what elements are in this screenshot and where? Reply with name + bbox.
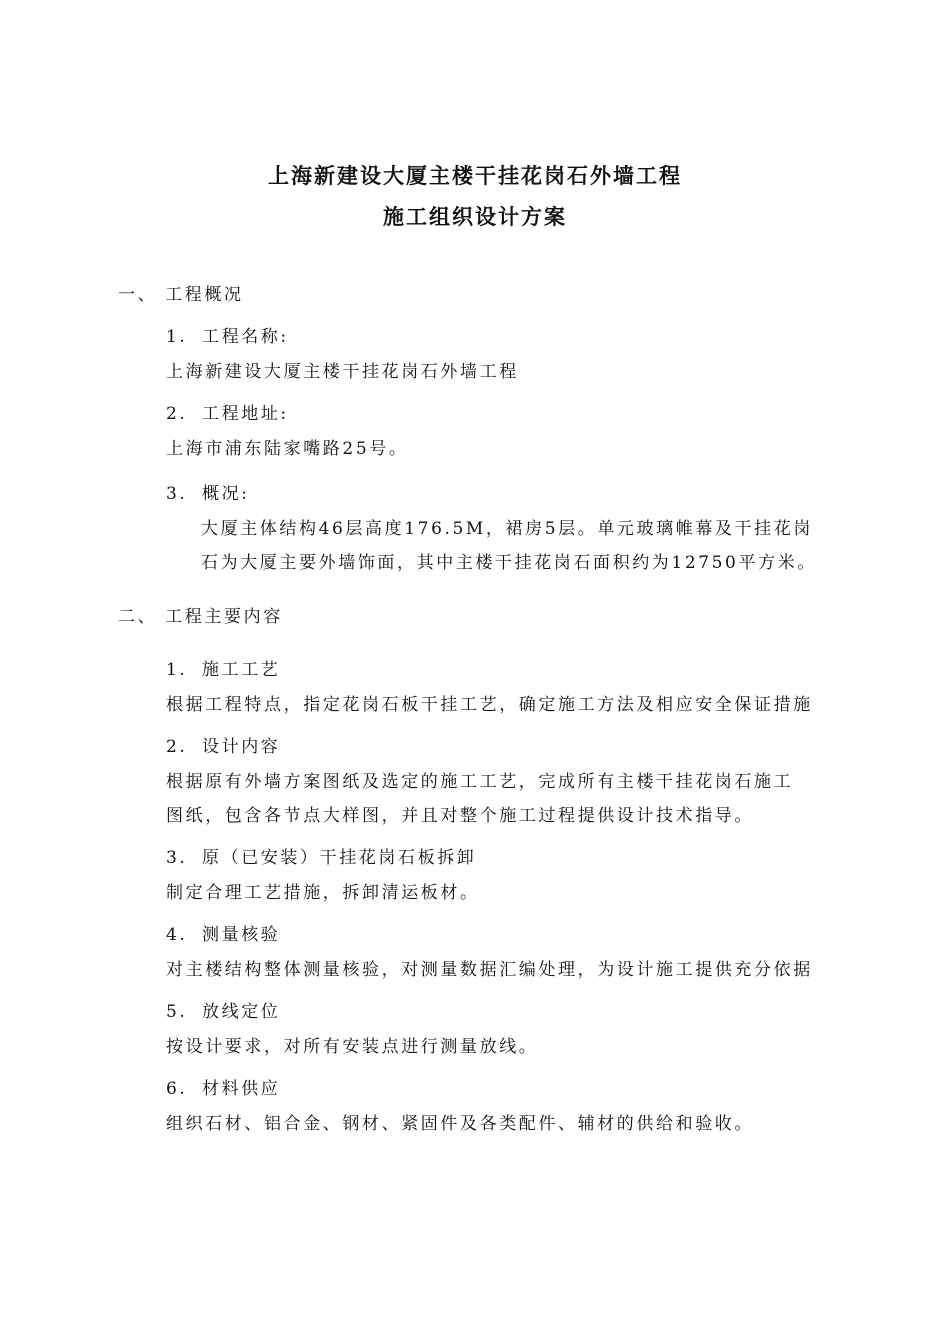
item-number: 3. xyxy=(166,848,188,868)
item-label: 材料供应 xyxy=(202,1079,281,1099)
item-heading xyxy=(166,483,250,505)
item-number: 5. xyxy=(166,1002,188,1022)
item-body-line: 石为大厦主要外墙饰面，其中主楼干挂花岗石面积约为12750平方米。 xyxy=(201,553,817,573)
item-number: 2. xyxy=(166,404,188,424)
item-number: 6. xyxy=(166,1079,188,1099)
item-heading xyxy=(166,736,280,758)
item-heading xyxy=(166,659,280,681)
item-body-line: 上海新建设大厦主楼干挂花岗石外墙工程 xyxy=(166,362,519,382)
item-heading xyxy=(166,1001,280,1023)
document-title-line-2: 施工组织设计方案 xyxy=(383,205,567,229)
item-label: 原（已安装）干挂花岗石板拆卸 xyxy=(202,848,477,868)
item-label: 工程地址: xyxy=(202,404,289,424)
item-heading xyxy=(166,403,289,425)
item-label: 设计内容 xyxy=(202,737,281,757)
document-title-line-1: 上海新建设大厦主楼干挂花岗石外墙工程 xyxy=(268,164,682,188)
item-label: 工程名称: xyxy=(202,327,289,347)
item-heading xyxy=(166,1078,280,1100)
item-label: 放线定位 xyxy=(202,1002,281,1022)
item-body-line: 制定合理工艺措施，拆卸清运板材。 xyxy=(166,883,480,903)
item-body-line: 根据工程特点，指定花岗石板干挂工艺，确定施工方法及相应安全保证措施 xyxy=(166,695,813,715)
item-heading xyxy=(166,847,476,869)
item-body-line: 大厦主体结构46层高度176.5M，裙房5层。单元玻璃帷幕及干挂花岗 xyxy=(201,519,813,539)
item-number: 1. xyxy=(166,660,188,680)
item-heading xyxy=(166,924,280,946)
item-body-line: 图纸，包含各节点大样图，并且对整个施工过程提供设计技术指导。 xyxy=(166,806,754,826)
item-label: 施工工艺 xyxy=(202,660,281,680)
section-heading-overview: 一、 工程概况 xyxy=(118,285,244,305)
section-heading-main-content: 二、 工程主要内容 xyxy=(118,607,283,627)
item-number: 2. xyxy=(166,737,188,757)
item-label: 测量核验 xyxy=(202,925,281,945)
item-label: 概况: xyxy=(202,484,250,504)
item-body-line: 对主楼结构整体测量核验，对测量数据汇编处理，为设计施工提供充分依据 xyxy=(166,960,813,980)
item-number: 4. xyxy=(166,925,188,945)
item-body-line: 上海市浦东陆家嘴路25号。 xyxy=(166,439,409,459)
item-body-line: 组织石材、铝合金、钢材、紧固件及各类配件、辅材的供给和验收。 xyxy=(166,1114,754,1134)
item-number: 3. xyxy=(166,484,188,504)
item-body-line: 根据原有外墙方案图纸及选定的施工工艺，完成所有主楼干挂花岗石施工 xyxy=(166,772,794,792)
item-body-line: 按设计要求，对所有安装点进行测量放线。 xyxy=(166,1037,539,1057)
item-number: 1. xyxy=(166,327,188,347)
item-heading xyxy=(166,326,289,348)
